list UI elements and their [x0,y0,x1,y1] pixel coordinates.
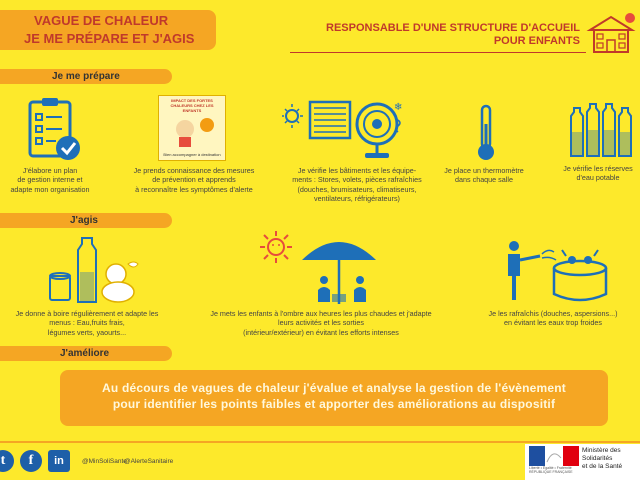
prepare-item-text: Je vérifie les réserves d'eau potable [563,164,633,183]
improve-box [60,370,608,426]
header-divider [290,52,586,53]
section-label-act: J'agis [70,215,98,226]
ministry-name: Ministère des Solidarités et de la Santé [582,447,623,470]
section-label-prepare: Je me prépare [52,71,120,82]
title-banner [0,10,216,50]
twitter-icon[interactable]: t [0,450,14,472]
poster-caption: Bien accompagner à destination [163,152,221,157]
act-item-text: Je les rafraîchis (douches, aspersions...) en évitant les eaux trop froides [488,309,618,328]
checklist-icon [26,96,82,162]
linkedin-icon[interactable]: in [48,450,70,472]
prepare-item-text: Je prends connaissance des mesures de prévention et apprends à reconnaître les symptômes d'alerte [133,166,255,194]
food-water-icon [44,234,140,306]
title-line-1: VAGUE DE CHALEUR [34,13,169,28]
pool-icon [496,238,608,306]
poster-graphic [161,113,223,147]
role-line-1: RESPONSABLE D'UNE STRUCTURE D'ACCUEIL [326,22,580,34]
svg-text:❄: ❄ [394,102,403,113]
prepare-item-text: J'élabore un plan de gestion interne et adapte mon organisation [10,166,90,194]
water-bottles-icon [568,100,634,158]
shade-icon [298,230,380,306]
republic-label: Liberté • Égalité • Fraternité RÉPUBLIQUE FRANÇAISE [529,466,573,474]
act-item-text: Je donne à boire régulièrement et adapte les menus : Eau,fruits frais, légumes verts, yaourts... [15,309,159,337]
cooling-icon [282,98,412,160]
act-item-text: Je mets les enfants à l'ombre aux heures les plus chaudes et j'adapte leurs activités et les sorties (intérieur/extérieur) en évitant les efforts intenses [210,309,432,337]
facebook-icon[interactable]: f [20,450,42,472]
prepare-item-text: Je vérifie les bâtiments et les équipe- ments : Stores, volets, pièces rafraîchies (douches, brumisateurs, climatiseurs, ventilateurs, réfrigérateurs) [292,166,422,204]
role-subtitle [300,22,580,48]
sun-icon [258,229,294,265]
ministry-logo [525,444,640,480]
poster-icon [158,95,226,161]
role-line-2: POUR ENFANTS [493,35,580,47]
marianne-logo-icon [529,446,579,466]
section-label-improve: J'améliore [60,348,110,359]
improve-line-2: pour identifier les points faibles et apporter des améliorations au dispositif [112,397,556,411]
handle-minsolisante[interactable]: @MinSoliSante [82,458,127,465]
poster-title: IMPACT DES FORTES CHALEURS CHEZ LES ENFANTS [170,98,214,113]
improve-line-1: Au décours de vagues de chaleur j'évalue et analyse la gestion de l'évènement [102,381,566,395]
title-line-2: JE ME PRÉPARE ET J'AGIS [24,31,195,46]
footer-divider [0,441,640,443]
prepare-item-text: Je place un thermomètre dans chaque salle [444,166,524,185]
thermometer-icon [476,104,496,162]
school-icon [586,12,636,54]
handle-alertesanitaire[interactable]: @AlerteSanitaire [124,458,174,465]
